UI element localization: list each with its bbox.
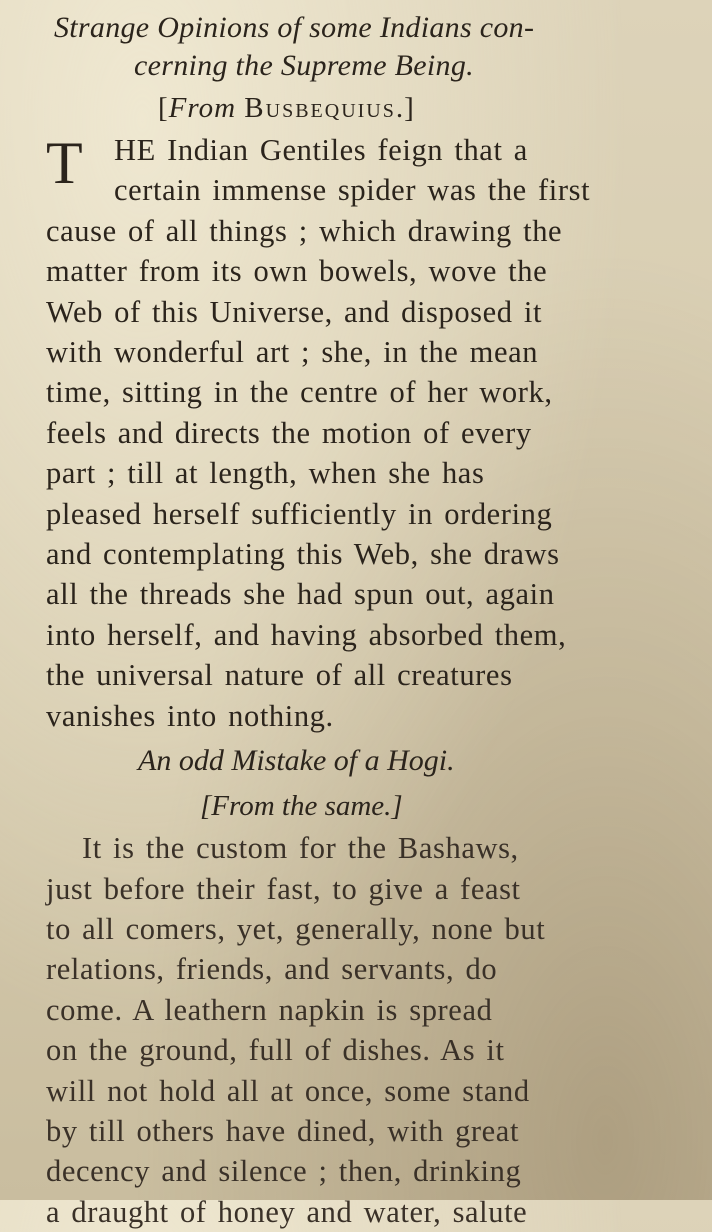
text-line: cause of all things ; which drawing the: [46, 213, 563, 248]
text-line: time, sitting in the centre of her work,: [46, 375, 553, 410]
text-line: to all comers, yet, generally, none but: [46, 911, 546, 946]
text-line: into herself, and having absorbed them,: [46, 617, 567, 652]
text-line: decency and silence ; then, drinking: [46, 1154, 522, 1189]
text-line: with wonderful art ; she, in the mean: [46, 335, 539, 370]
text-line: certain immense spider was the first: [114, 173, 591, 208]
article-source: [From Busbequius.]: [158, 92, 415, 124]
text-line: vanishes into nothing.: [46, 698, 334, 733]
text-line: on the ground, full of dishes. As it: [46, 1033, 505, 1068]
text-line: all the threads she had spun out, again: [46, 577, 555, 612]
article-title-line-1: Strange Opinions of some Indians con-: [54, 11, 535, 44]
text-line: relations, friends, and servants, do: [46, 952, 498, 987]
drop-cap: T: [46, 130, 84, 196]
text-line: the universal nature of all creatures: [46, 658, 513, 693]
text-line: a draught of honey and water, salute: [46, 1194, 528, 1229]
article-body: [46, 130, 690, 736]
text-line: matter from its own bowels, wove the: [46, 254, 548, 289]
section-source: [From the same.]: [200, 790, 403, 823]
text-line: Web of this Universe, and disposed it: [46, 294, 543, 329]
section-title: An odd Mistake of a Hogi.: [138, 744, 455, 778]
text-line: and contemplating this Web, she draws: [46, 537, 560, 572]
text-line: come. A leathern napkin is spread: [46, 992, 493, 1027]
text-line: part ; till at length, when she has: [46, 456, 485, 491]
text-line: It is the custom for the Bashaws,: [82, 831, 519, 866]
text-line: feels and directs the motion of every: [46, 415, 532, 450]
section-body: [46, 828, 690, 1232]
text-line: will not hold all at once, some stand: [46, 1073, 530, 1108]
text-line: T HE Indian Gentiles feign that a: [46, 130, 528, 196]
article-title-line-2: cerning the Supreme Being.: [134, 49, 474, 82]
text-line: just before their fast, to give a feast: [46, 871, 521, 906]
text-line: by till others have dined, with great: [46, 1113, 520, 1148]
text-line: pleased herself sufficiently in ordering: [46, 496, 553, 531]
